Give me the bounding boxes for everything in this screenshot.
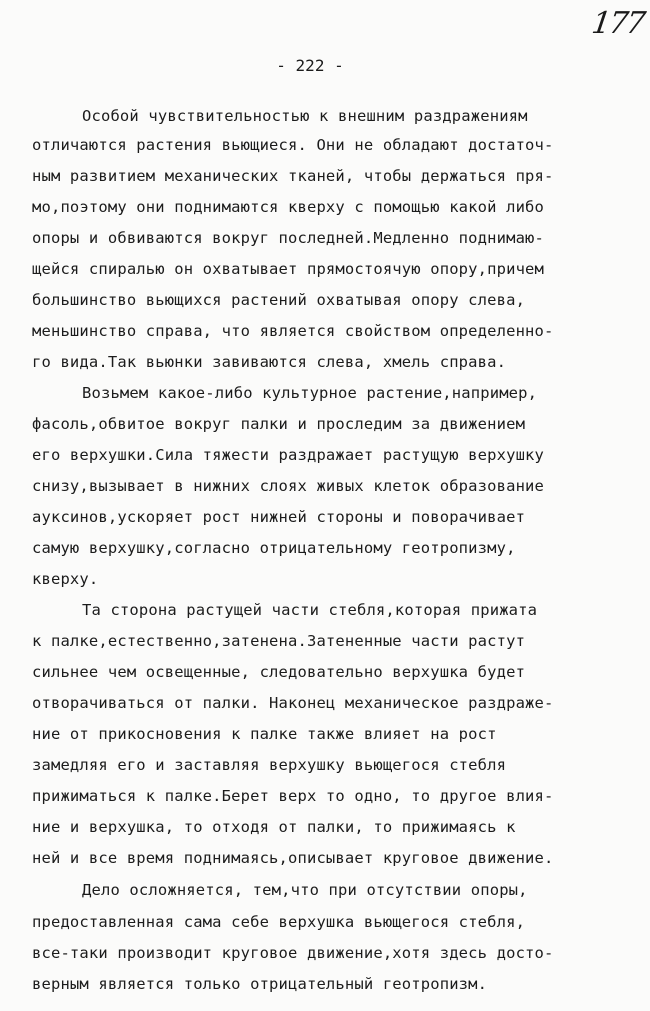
text-line: Та сторона растущей части стебля,которая прижата bbox=[82, 601, 538, 619]
text-line: большинство вьющихся растений охватывая опору слева, bbox=[32, 291, 526, 309]
text-line: кверху. bbox=[32, 570, 99, 588]
text-line: ние и верхушка, то отходя от палки, то прижимаясь к bbox=[32, 818, 516, 836]
text-line: ауксинов,ускоряет рост нижней стороны и поворачивает bbox=[32, 508, 526, 526]
text-line: го вида.Так вьюнки завиваются слева, хмель справа. bbox=[32, 353, 507, 371]
text-line: отворачиваться от палки. Наконец механическое раздраже- bbox=[32, 694, 554, 712]
text-line: отличаются растения вьющиеся. Они не обладают достаточ- bbox=[32, 136, 554, 154]
text-line: Особой чувствительностью к внешним раздражениям bbox=[82, 107, 528, 125]
text-line: верным является только отрицательный геотропизм. bbox=[32, 975, 488, 993]
text-line: все-таки производит круговое движение,хотя здесь досто- bbox=[32, 944, 554, 962]
page-number: - 222 - bbox=[276, 56, 344, 75]
text-line: его верхушки.Сила тяжести раздражает растущую верхушку bbox=[32, 446, 545, 464]
text-line: самую верхушку,согласно отрицательному геотропизму, bbox=[32, 539, 516, 557]
text-line: Возьмем какое-либо культурное растение,например, bbox=[82, 384, 538, 402]
text-line: к палке,естественно,затенена.Затененные части растут bbox=[32, 632, 526, 650]
text-line: щейся спиралью он охватывает прямостоячую опору,причем bbox=[32, 260, 545, 278]
text-line: ней и все время поднимаясь,описывает круговое движение. bbox=[32, 849, 554, 867]
text-line: сильнее чем освещенные, следовательно верхушка будет bbox=[32, 663, 526, 681]
text-line: фасоль,обвитое вокруг палки и проследим за движением bbox=[32, 415, 526, 433]
text-line: мо,поэтому они поднимаются кверху с помощью какой либо bbox=[32, 198, 545, 216]
text-line: опоры и обвиваются вокруг последней.Медленно поднимаю- bbox=[32, 229, 545, 247]
text-line: замедляя его и заставляя верхушку вьющегося стебля bbox=[32, 756, 507, 774]
text-line: предоставленная сама себе верхушка вьющегося стебля, bbox=[32, 913, 526, 931]
archive-folio-number: 177 bbox=[589, 6, 646, 41]
text-line: меньшинство справа, что является свойством определенно- bbox=[32, 322, 554, 340]
text-line: ние от прикосновения к палке также влияет на рост bbox=[32, 725, 497, 743]
text-line: ным развитием механических тканей, чтобы держаться пря- bbox=[32, 167, 554, 185]
text-line: Дело осложняется, тем,что при отсутствии опоры, bbox=[82, 881, 528, 899]
text-line: снизу,вызывает в нижних слоях живых клеток образование bbox=[32, 477, 545, 495]
text-line: прижиматься к палке.Берет верх то одно, то другое влия- bbox=[32, 787, 554, 805]
